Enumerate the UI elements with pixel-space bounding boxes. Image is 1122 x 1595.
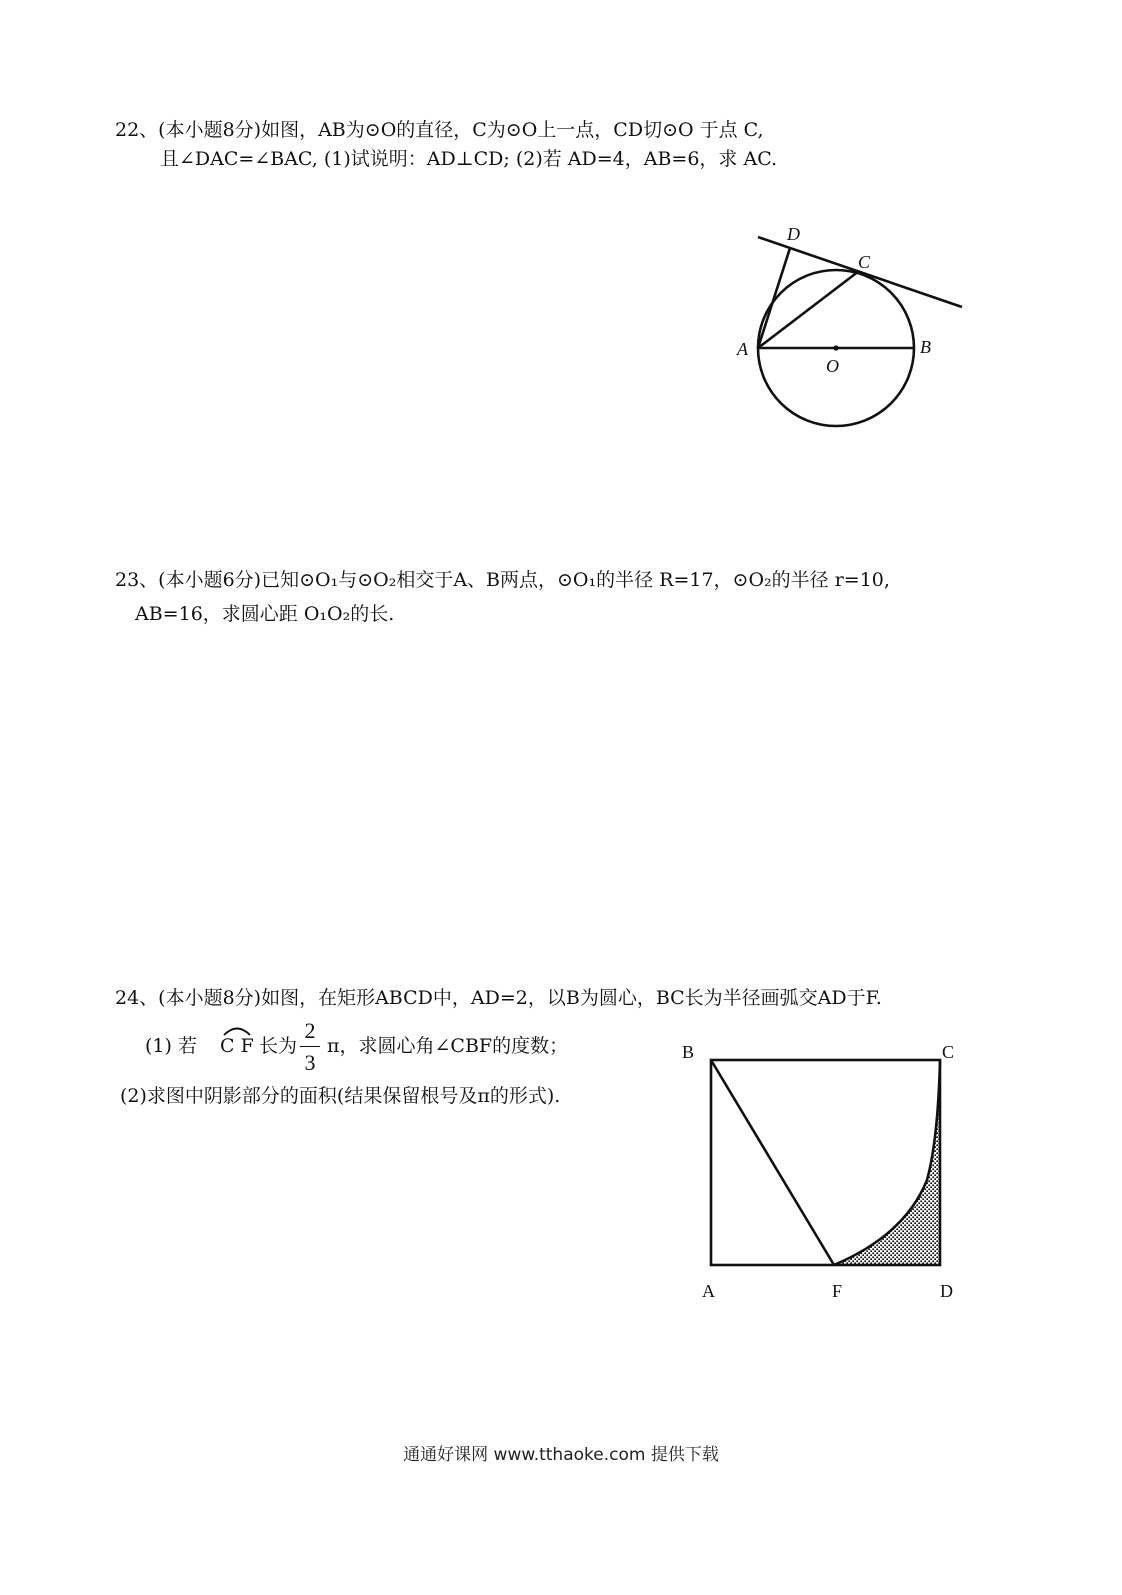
segment-bf <box>711 1060 834 1265</box>
q24-part1-prefix: (1) 若 <box>145 1035 197 1057</box>
q22-line-1: 22、(本小题8分)如图，AB为⊙O的直径，C为⊙O上一点，CD切⊙O 于点 C, <box>115 119 764 141</box>
q24-line-1: 24、(本小题8分)如图，在矩形ABCD中，AD=2，以B为圆心，BC长为半径画弧交AD于F. <box>115 987 882 1009</box>
fraction-denominator: 3 <box>304 1050 316 1075</box>
q24-part2: (2)求图中阴影部分的面积(结果保留根号及π的形式). <box>120 1085 561 1107</box>
q23-line-1: 23、(本小题6分)已知⊙O₁与⊙O₂相交于A、B两点，⊙O₁的半径 R=17，⊙O₂的半径 r=10, <box>115 569 890 591</box>
label-c: C <box>858 252 871 272</box>
chord-ac <box>758 271 859 348</box>
fraction-numerator: 2 <box>304 1018 316 1043</box>
label-d: D <box>940 1281 953 1301</box>
q24-arc-cf: C F <box>220 1035 254 1057</box>
tangent-line <box>758 237 962 307</box>
label-a: A <box>737 339 748 359</box>
q22-circle-tangent-figure <box>720 215 980 445</box>
segment-ad <box>758 248 790 348</box>
center-o-dot <box>833 345 838 350</box>
fraction-bar <box>300 1046 320 1047</box>
label-f: F <box>832 1281 843 1301</box>
q24-rectangle-arc-figure <box>670 1030 970 1310</box>
q23-line-2: AB=16，求圆心距 O₁O₂的长. <box>135 603 395 625</box>
label-b: B <box>920 337 931 357</box>
q24-part1-mid: 长为 <box>259 1035 298 1057</box>
q24-part1-suffix: π，求圆心角∠CBF的度数； <box>327 1035 569 1057</box>
page-footer: 通通好课网 www.tthaoke.com 提供下载 <box>403 1445 719 1465</box>
q22-line-2: 且∠DAC=∠BAC, (1)试说明：AD⊥CD; (2)若 AD=4，AB=6，求 AC. <box>160 148 778 170</box>
label-o: O <box>826 356 839 376</box>
label-c: C <box>942 1042 955 1062</box>
label-b: B <box>682 1042 695 1062</box>
label-d: D <box>787 224 800 244</box>
label-a: A <box>702 1281 715 1301</box>
